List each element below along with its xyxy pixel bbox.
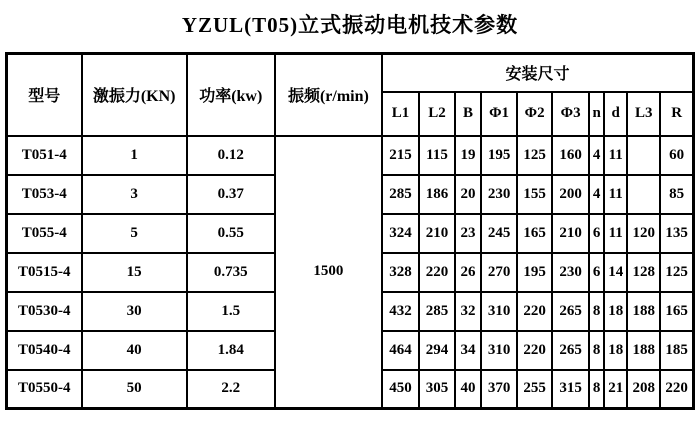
dim-cell: 6 — [589, 214, 604, 253]
dim-cell: 40 — [455, 370, 481, 409]
dim-cell: 310 — [481, 292, 517, 331]
force-cell: 15 — [82, 253, 187, 292]
dim-cell: 160 — [552, 136, 589, 175]
model-cell: T053-4 — [7, 175, 82, 214]
dim-cell: 220 — [517, 292, 552, 331]
table-row — [7, 136, 694, 175]
header-dim-phi2: Φ2 — [517, 92, 552, 136]
dim-cell: 245 — [481, 214, 517, 253]
dim-cell: 85 — [660, 175, 693, 214]
dim-cell: 195 — [517, 253, 552, 292]
dim-cell: 310 — [481, 331, 517, 370]
dim-cell: 188 — [627, 331, 660, 370]
header-power: 功率(kw) — [187, 54, 275, 136]
dim-cell: 14 — [604, 253, 627, 292]
dim-cell: 125 — [660, 253, 693, 292]
dim-cell: 165 — [517, 214, 552, 253]
force-cell: 5 — [82, 214, 187, 253]
dim-cell: 21 — [604, 370, 627, 409]
dim-cell: 23 — [455, 214, 481, 253]
model-cell: T0515-4 — [7, 253, 82, 292]
header-frequency: 振频(r/min) — [275, 54, 382, 136]
dim-cell: 285 — [382, 175, 419, 214]
header-force: 激振力(KN) — [82, 54, 187, 136]
dim-cell: 220 — [660, 370, 693, 409]
dim-cell: 200 — [552, 175, 589, 214]
dim-cell — [627, 175, 660, 214]
dim-cell: 210 — [552, 214, 589, 253]
force-cell: 50 — [82, 370, 187, 409]
dim-cell: 220 — [419, 253, 455, 292]
frequency-cell: 1500 — [275, 136, 382, 409]
header-model: 型号 — [7, 54, 82, 136]
page-title: YZUL(T05)立式振动电机技术参数 — [181, 13, 519, 37]
header-mounting-dims: 安装尺寸 — [382, 54, 694, 92]
dim-cell: 11 — [604, 175, 627, 214]
dim-cell: 8 — [589, 331, 604, 370]
dim-cell: 188 — [627, 292, 660, 331]
spec-table — [5, 52, 695, 410]
dim-cell: 185 — [660, 331, 693, 370]
dim-cell: 4 — [589, 175, 604, 214]
dim-cell: 128 — [627, 253, 660, 292]
dim-cell: 6 — [589, 253, 604, 292]
dim-cell — [627, 136, 660, 175]
power-cell: 1.84 — [187, 331, 275, 370]
dim-cell: 11 — [604, 214, 627, 253]
dim-cell: 265 — [552, 292, 589, 331]
dim-cell: 195 — [481, 136, 517, 175]
model-cell: T0540-4 — [7, 331, 82, 370]
dim-cell: 155 — [517, 175, 552, 214]
dim-cell: 265 — [552, 331, 589, 370]
dim-cell: 220 — [517, 331, 552, 370]
power-cell: 1.5 — [187, 292, 275, 331]
dim-cell: 315 — [552, 370, 589, 409]
header-dim-L3: L3 — [627, 92, 660, 136]
dim-cell: 210 — [419, 214, 455, 253]
power-cell: 0.12 — [187, 136, 275, 175]
dim-cell: 18 — [604, 292, 627, 331]
dim-cell: 20 — [455, 175, 481, 214]
header-dim-R: R — [660, 92, 693, 136]
header-dim-L1: L1 — [382, 92, 419, 136]
power-cell: 2.2 — [187, 370, 275, 409]
dim-cell: 32 — [455, 292, 481, 331]
dim-cell: 215 — [382, 136, 419, 175]
dim-cell: 432 — [382, 292, 419, 331]
dim-cell: 125 — [517, 136, 552, 175]
dim-cell: 370 — [481, 370, 517, 409]
dim-cell: 324 — [382, 214, 419, 253]
dim-cell: 8 — [589, 370, 604, 409]
header-dim-phi3: Φ3 — [552, 92, 589, 136]
power-cell: 0.37 — [187, 175, 275, 214]
model-cell: T0530-4 — [7, 292, 82, 331]
dim-cell: 115 — [419, 136, 455, 175]
header-dim-n: n — [589, 92, 604, 136]
force-cell: 3 — [82, 175, 187, 214]
dim-cell: 464 — [382, 331, 419, 370]
dim-cell: 270 — [481, 253, 517, 292]
model-cell: T0550-4 — [7, 370, 82, 409]
dim-cell: 285 — [419, 292, 455, 331]
power-cell: 0.55 — [187, 214, 275, 253]
dim-cell: 230 — [481, 175, 517, 214]
dim-cell: 230 — [552, 253, 589, 292]
header-dim-d: d — [604, 92, 627, 136]
dim-cell: 18 — [604, 331, 627, 370]
header-dim-phi1: Φ1 — [481, 92, 517, 136]
dim-cell: 208 — [627, 370, 660, 409]
dim-cell: 186 — [419, 175, 455, 214]
force-cell: 1 — [82, 136, 187, 175]
dim-cell: 294 — [419, 331, 455, 370]
dim-cell: 328 — [382, 253, 419, 292]
dim-cell: 135 — [660, 214, 693, 253]
dim-cell: 11 — [604, 136, 627, 175]
dim-cell: 450 — [382, 370, 419, 409]
force-cell: 40 — [82, 331, 187, 370]
model-cell: T055-4 — [7, 214, 82, 253]
dim-cell: 19 — [455, 136, 481, 175]
dim-cell: 26 — [455, 253, 481, 292]
dim-cell: 305 — [419, 370, 455, 409]
dim-cell: 120 — [627, 214, 660, 253]
dim-cell: 34 — [455, 331, 481, 370]
dim-cell: 60 — [660, 136, 693, 175]
dim-cell: 165 — [660, 292, 693, 331]
power-cell: 0.735 — [187, 253, 275, 292]
dim-cell: 8 — [589, 292, 604, 331]
dim-cell: 255 — [517, 370, 552, 409]
header-dim-L2: L2 — [419, 92, 455, 136]
force-cell: 30 — [82, 292, 187, 331]
model-cell: T051-4 — [7, 136, 82, 175]
header-dim-B: B — [455, 92, 481, 136]
dim-cell: 4 — [589, 136, 604, 175]
